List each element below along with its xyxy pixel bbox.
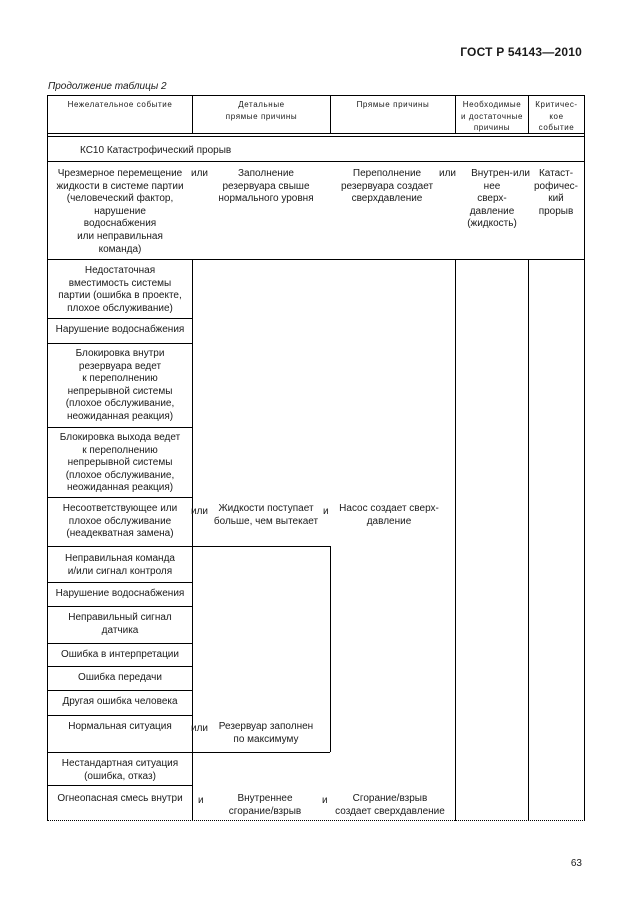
page-number: 63 — [570, 858, 582, 869]
row6-or: или — [191, 506, 209, 517]
row1-or-1: или — [191, 168, 209, 179]
col-header-critical-event: Критичес- кое событие — [535, 100, 578, 132]
row13-event: Нормальная ситуация — [68, 721, 172, 732]
row1-necessary: Внутрен- нее сверх- давление (жидкость) — [467, 168, 517, 230]
row6-event: Несоответствующее или плохое обслуживание (неадекватная замена) — [62, 503, 178, 540]
row15-and-1: и — [198, 795, 204, 806]
table-caption: Продолжение таблицы 2 — [48, 81, 167, 92]
row14-event: Нестандартная ситуация (ошибка, отказ) — [61, 758, 179, 782]
row1-critical: Катаст- рофичес- кий прорыв — [533, 168, 579, 217]
row1-direct: Переполнение резервуара создает сверхдавление — [340, 168, 434, 205]
row12-event: Другая ошибка человека — [62, 696, 178, 707]
col-header-event: Нежелательное событие — [67, 100, 173, 109]
row1-or-3: или — [513, 168, 531, 179]
row10-event: Ошибка в интерпретации — [61, 649, 179, 660]
standard-code: ГОСТ Р 54143—2010 — [460, 45, 582, 59]
col-header-direct-causes: Прямые причины — [356, 100, 430, 109]
col-header-detailed-causes: Детальные прямые причины — [225, 100, 298, 121]
row15-event: Огнеопасная смесь внутри — [57, 793, 183, 804]
row6-direct: Насос создает сверх- давление — [339, 503, 439, 527]
row1-detail: Заполнение резервуара свыше нормального уровня — [218, 168, 314, 205]
row9-event: Неправильный сигнал датчика — [68, 612, 172, 636]
row11-event: Ошибка передачи — [78, 672, 162, 683]
row7-event: Неправильная команда и/или сигнал контроля — [65, 553, 175, 577]
row8-event: Нарушение водоснабжения — [55, 588, 185, 599]
row1-event: Чрезмерное перемещение жидкости в системе партии (человеческий фактор, нарушение водоснабжения или неправильная команда) — [56, 168, 184, 255]
row5-event: Блокировка выхода ведет к переполнению непрерывной системы (плохое обслуживание, неожиданная реакция) — [59, 432, 181, 494]
row13-detail: Резервуар заполнен по максимуму — [218, 721, 314, 745]
row6-detail: Жидкости поступает больше, чем вытекает — [213, 503, 319, 527]
row15-direct: Сгорание/взрыв создает сверхдавление — [335, 793, 445, 817]
row13-or: или — [191, 723, 209, 734]
row6-and: и — [323, 506, 329, 517]
row15-detail: Внутреннее сгорание/взрыв — [228, 793, 302, 817]
row15-and-2: и — [322, 795, 328, 806]
row4-event: Блокировка внутри резервуара ведет к переполнению непрерывной системы (плохое обслуживание, неожиданная реакция) — [65, 348, 175, 422]
col-header-necessary-causes: Необходимые и достаточные причины — [460, 100, 524, 132]
row3-event: Нарушение водоснабжения — [55, 324, 185, 335]
section-title: КС10 Катастрофический прорыв — [80, 145, 232, 156]
row1-or-2: или — [439, 168, 457, 179]
row2-event: Недостаточная вместимость системы партии (ошибка в проекте, плохое обслуживание) — [58, 265, 182, 314]
